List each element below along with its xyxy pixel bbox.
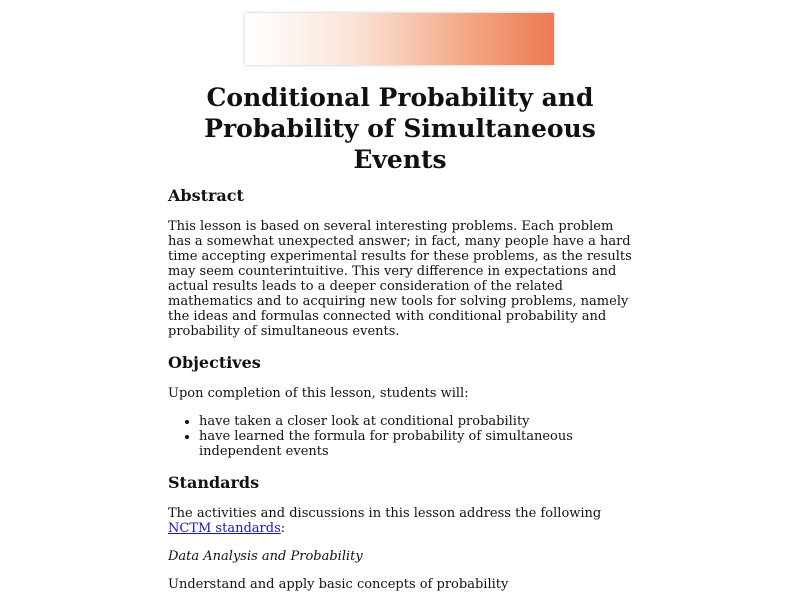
objectives-heading: Objectives <box>168 353 261 372</box>
standards-heading: Standards <box>168 473 260 492</box>
standards-text-after: : <box>280 521 286 536</box>
standards-statement: Understand and apply basic concepts of probability <box>168 577 509 592</box>
abstract-heading: Abstract <box>168 186 244 205</box>
objective-item: • have learned the formula for probability of simultaneous independent events <box>199 429 638 459</box>
lesson-content <box>168 186 638 592</box>
page-title: Conditional Probability and Probability of Simultaneous Events <box>204 83 596 174</box>
objective-item: • have taken a closer look at conditional probability <box>199 414 638 429</box>
objectives-intro: Upon completion of this lesson, students will: <box>168 386 469 401</box>
header-banner-image <box>245 13 554 65</box>
standards-category: Data Analysis and Probability <box>168 549 363 564</box>
nctm-standards-link[interactable]: NCTM standards <box>168 521 281 536</box>
abstract-text: This lesson is based on several interesting problems. Each problem has a somewhat unexpected answer; in fact, many people have a hard time accepting experimental results for these problems, as the results may seem counterintuitive. This very difference in expectations and actual results leads to a deeper consideration of the related mathematics and to acquiring new tools for solving problems, namely the ideas and formulas connected with conditional probability and probability of simultaneous events. <box>168 219 632 339</box>
objectives-list <box>168 414 638 459</box>
standards-text <box>168 506 638 536</box>
standards-text-before: The activities and discussions in this lesson address the following <box>168 506 602 521</box>
